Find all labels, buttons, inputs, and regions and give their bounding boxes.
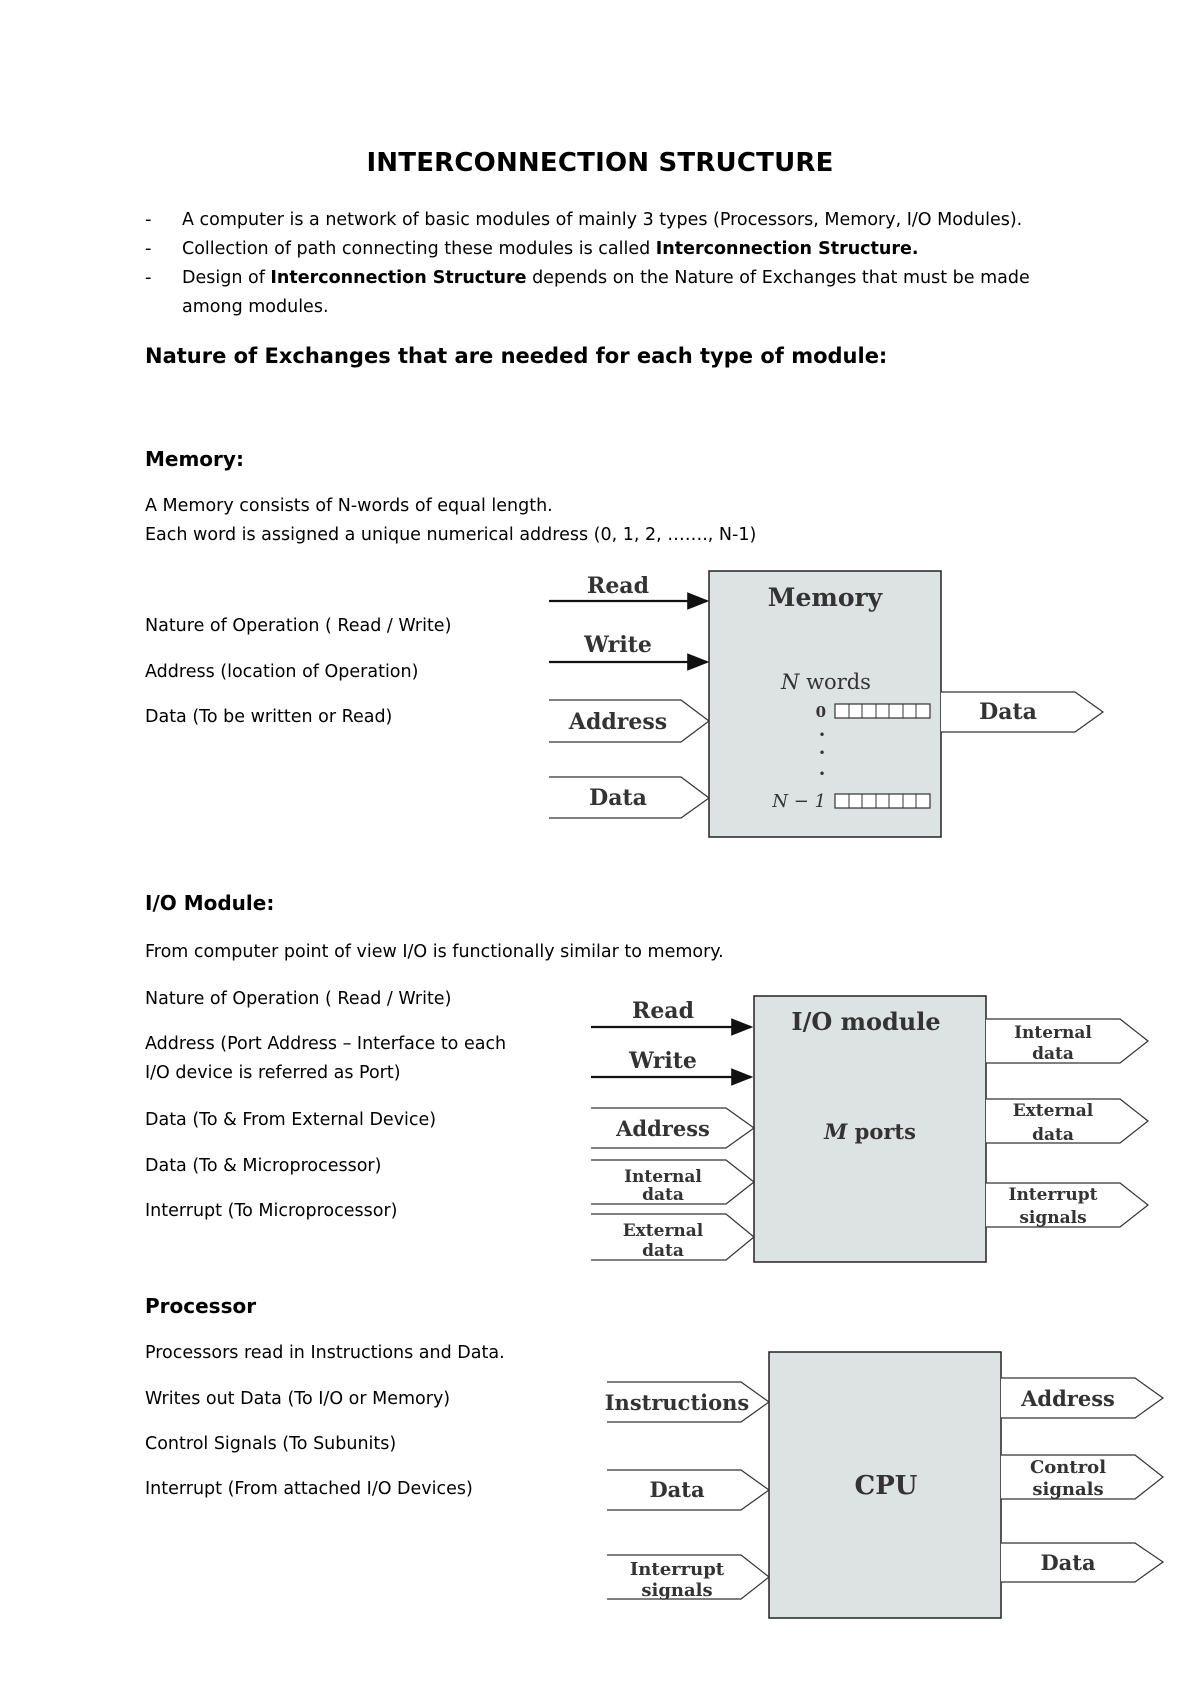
io-input-read: Read — [632, 998, 694, 1024]
memory-item-address: Address (location of Operation) — [145, 662, 419, 682]
memory-input-read: Read — [587, 573, 649, 599]
bullet-1-text: A computer is a network of basic modules of mainly 3 types (Processors, Memory, I/O Modules). — [182, 210, 1023, 230]
bullet-marker: - — [145, 267, 152, 288]
cpu-input-data: Data — [649, 1477, 705, 1502]
io-output-internal-data: data — [1032, 1044, 1074, 1064]
bullet-3-text-end: depends on the Nature of Exchanges that must be made among modules. — [182, 268, 1030, 317]
io-input-external-data: data — [642, 1241, 684, 1261]
cpu-diagram — [605, 1352, 1163, 1618]
io-ports-rest: ports — [847, 1119, 916, 1144]
io-diagram — [591, 996, 1148, 1262]
io-output-interrupt-signals: signals — [1019, 1208, 1087, 1228]
io-input-write: Write — [629, 1048, 697, 1074]
io-item-address-cont: I/O device is referred as Port) — [145, 1063, 401, 1083]
io-item-operation: Nature of Operation ( Read / Write) — [145, 989, 452, 1009]
memory-words-var: N — [781, 670, 800, 694]
memory-diagram — [549, 571, 1103, 837]
io-item-interrupt: Interrupt (To Microprocessor) — [145, 1201, 398, 1221]
memory-index-last: N − 1 — [772, 791, 826, 812]
memory-dot-1: • — [818, 728, 826, 742]
memory-input-data: Data — [589, 785, 647, 811]
memory-input-address: Address — [568, 709, 668, 735]
processor-heading: Processor — [145, 1294, 257, 1318]
io-input-internal-data: data — [642, 1185, 684, 1205]
processor-item-write: Writes out Data (To I/O or Memory) — [145, 1389, 451, 1409]
memory-dot-2: • — [818, 746, 826, 760]
bullet-2-text: Collection of path connecting these modules is called — [182, 239, 656, 259]
cpu-output-address: Address — [1021, 1386, 1115, 1411]
io-output-external-data: data — [1032, 1125, 1074, 1145]
memory-para-1: A Memory consists of N-words of equal length. — [145, 496, 553, 516]
nature-heading: Nature of Exchanges that are needed for each type of module: — [145, 344, 888, 368]
io-para: From computer point of view I/O is functionally similar to memory. — [145, 942, 724, 962]
page-title: INTERCONNECTION STRUCTURE — [366, 148, 834, 178]
io-input-external: External — [622, 1221, 704, 1241]
io-item-data-micro: Data (To & Microprocessor) — [145, 1156, 382, 1176]
io-ports-label — [823, 1119, 916, 1144]
memory-input-write: Write — [584, 632, 652, 658]
memory-para-2: Each word is assigned a unique numerical address (0, 1, 2, ……., N-1) — [145, 525, 757, 545]
memory-item-data: Data (To be written or Read) — [145, 707, 393, 727]
bullet-marker: - — [145, 209, 152, 230]
io-ports-var: M — [824, 1119, 848, 1144]
cpu-input-instructions: Instructions — [604, 1390, 750, 1415]
cpu-input-interrupt-signals: signals — [641, 1580, 713, 1601]
cpu-input-interrupt: Interrupt — [629, 1559, 725, 1580]
memory-words-rest: words — [799, 670, 871, 694]
cpu-output-control: Control — [1029, 1457, 1107, 1478]
memory-output-data: Data — [979, 699, 1037, 725]
io-output-internal: Internal — [1014, 1023, 1092, 1043]
bullet-2-bold: Interconnection Structure. — [655, 239, 919, 259]
cpu-box-title: CPU — [854, 1471, 918, 1501]
cpu-output-control-signals: signals — [1032, 1479, 1104, 1500]
memory-item-operation: Nature of Operation ( Read / Write) — [145, 616, 452, 636]
memory-heading: Memory: — [145, 447, 244, 471]
io-input-internal: Internal — [624, 1167, 702, 1187]
bullet-3-bold: Interconnection Structure — [270, 268, 527, 288]
memory-dot-3: • — [818, 767, 826, 781]
bullet-marker: - — [145, 238, 152, 259]
processor-item-interrupt: Interrupt (From attached I/O Devices) — [145, 1479, 473, 1499]
io-heading: I/O Module: — [145, 891, 275, 915]
io-item-address: Address (Port Address – Interface to each — [145, 1034, 507, 1054]
processor-item-control: Control Signals (To Subunits) — [145, 1434, 397, 1454]
processor-item-read: Processors read in Instructions and Data. — [145, 1343, 505, 1363]
io-box-title: I/O module — [791, 1007, 941, 1036]
memory-index-first: 0 — [815, 703, 826, 721]
memory-box-title: Memory — [767, 583, 883, 612]
memory-word-row-first — [835, 704, 930, 718]
io-output-external: External — [1012, 1101, 1094, 1121]
bullet-3-text: Design of — [182, 268, 271, 288]
io-item-data-external: Data (To & From External Device) — [145, 1110, 437, 1130]
io-output-interrupt: Interrupt — [1008, 1185, 1098, 1205]
cpu-output-data: Data — [1040, 1550, 1096, 1575]
memory-words-label — [780, 670, 871, 694]
io-input-address: Address — [616, 1116, 710, 1141]
memory-word-row-last — [835, 794, 930, 808]
